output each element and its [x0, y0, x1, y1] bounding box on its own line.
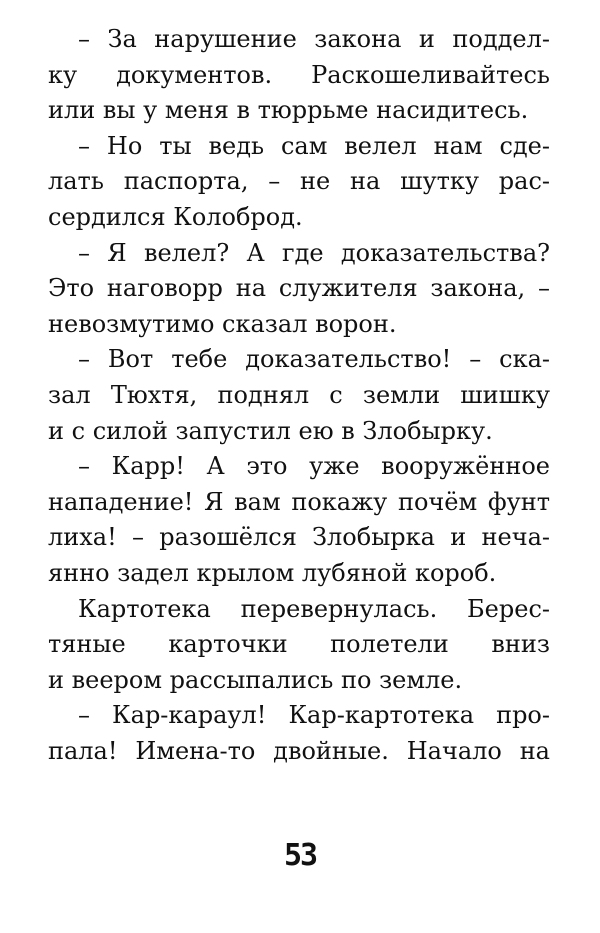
text-line: и с силой запустил ею в Злобырку.	[48, 416, 493, 445]
text-line: – Я велел? А где доказательства?	[78, 238, 550, 267]
text-line: Картотека перевернулась. Берес-	[78, 594, 550, 623]
text-line: лать паспорта, – не на шутку рас-	[48, 167, 550, 196]
text-line: янно задел крылом лубяной короб.	[48, 558, 497, 587]
text-line: Это наговорр на служителя закона, –	[48, 274, 550, 303]
text-line: – Кар-караул! Кар-картотека про-	[78, 701, 550, 730]
text-line: – Карр! А это уже вооружённое	[78, 452, 550, 481]
text-line: сердился Колоброд.	[48, 202, 303, 231]
text-line: пала! Имена-то двойные. Начало на	[48, 736, 550, 765]
text-line: – Вот тебе доказательство! – ска-	[78, 345, 550, 374]
text-line: – Но ты ведь сам велел нам сде-	[78, 131, 550, 160]
text-line: зал Тюхтя, поднял с земли шишку	[48, 380, 550, 409]
page-text	[48, 22, 550, 769]
page-number: 53	[283, 838, 317, 873]
text-line: невозмутимо сказал ворон.	[48, 309, 397, 338]
text-line: ку документов. Раскошеливайтесь	[48, 60, 550, 89]
text-line: тяные карточки полетели вниз	[48, 630, 550, 659]
text-line: – За нарушение закона и поддел-	[78, 25, 550, 53]
text-line: и веером рассыпались по земле.	[48, 665, 463, 694]
text-line: нападение! Я вам покажу почём фунт	[48, 487, 550, 516]
text-line: или вы у меня в тюррьме насидитесь.	[48, 96, 529, 125]
text-line: лиха! – разошёлся Злобырка и неча-	[48, 523, 550, 552]
